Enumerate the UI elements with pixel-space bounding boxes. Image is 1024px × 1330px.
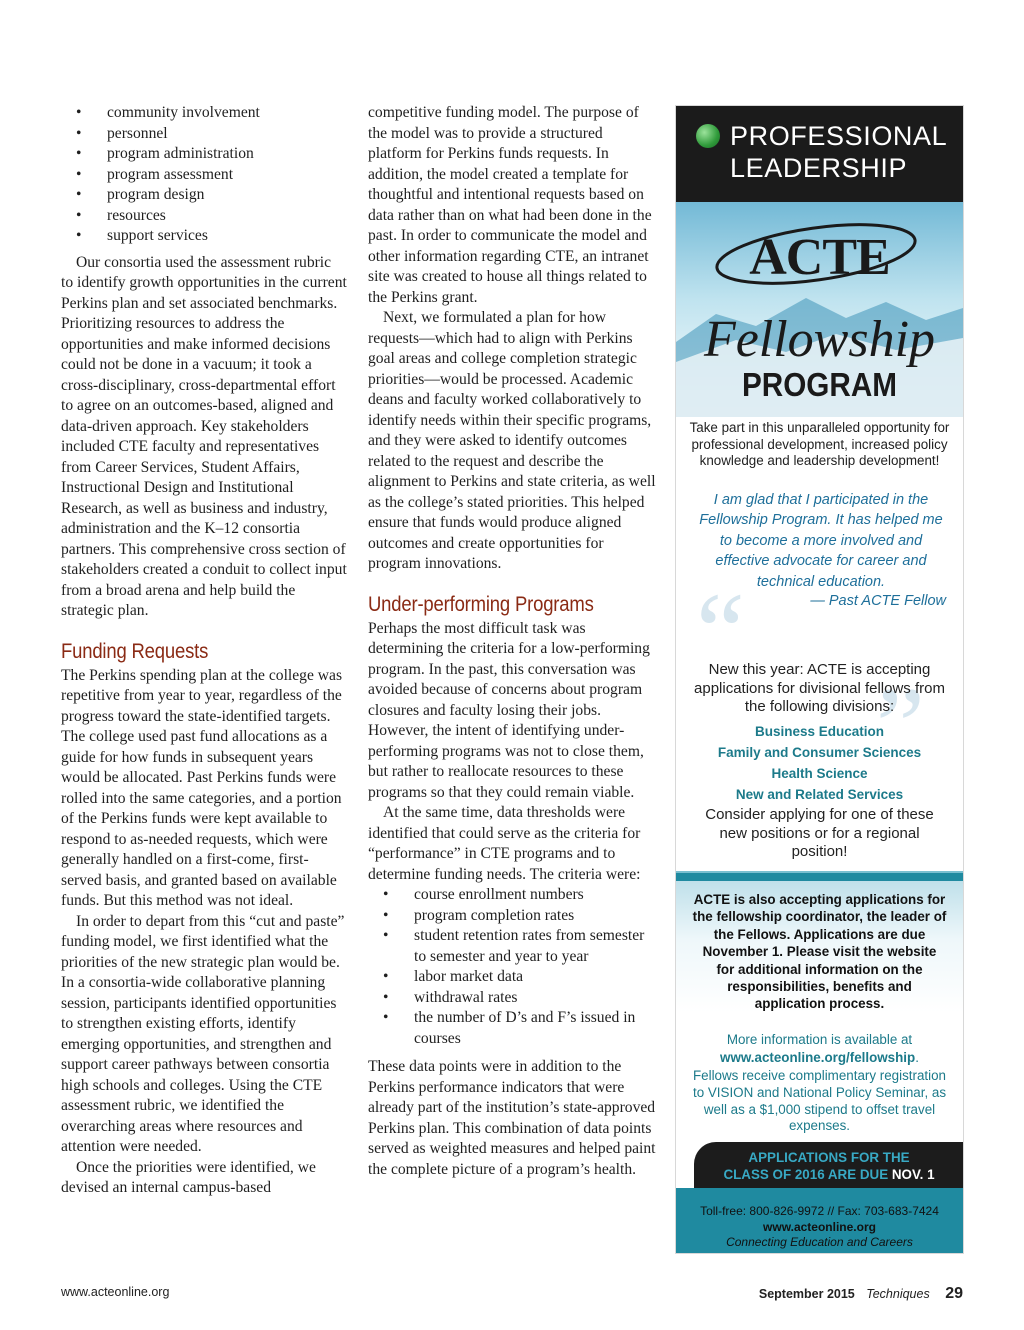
ad-title — [730, 120, 947, 184]
page-number: 29 — [945, 1285, 963, 1302]
tagline: Connecting Education and Careers — [726, 1235, 913, 1249]
list-item: • withdrawal rates — [368, 988, 658, 1009]
list-item: • the number of D’s and F’s issued in courses — [368, 1008, 658, 1049]
fellowship-link[interactable]: www.acteonline.org/fellowship — [720, 1049, 916, 1065]
green-orb-icon — [696, 124, 720, 148]
body-paragraph: Perhaps the most difficult task was determining the criteria for a low-performing program. In the past, this conversation was avoided because of concerns about program closures and faculty losing their jobs. However, the intent of identifying under-performing programs was not to close them, but rather to reallocate resources to these programs so that they could remain viable. — [368, 619, 650, 801]
program-title: PROGRAM — [741, 366, 898, 403]
list-item: • program administration — [61, 144, 347, 165]
list-item: • program completion rates — [368, 906, 658, 927]
division-item: New and Related Services — [735, 787, 904, 802]
issue-date: September 2015 — [758, 1287, 855, 1301]
article-column-1 — [61, 103, 347, 1199]
testimonial-quote: I am glad that I participated in the Fellowship Program. It has helped me to become a more involved and effective advocate for career and technical education. — [699, 492, 943, 590]
divider-band — [676, 871, 963, 881]
coordinator-text: ACTE is also accepting applications for the fellowship coordinator, the leader of the Fellows. Applications are due November 1. Please visit the website for additional information on the responsibilities, benefits and application process. — [692, 892, 947, 1012]
article-column-2 — [368, 103, 658, 1180]
divisional-fellows-text: New this year: ACTE is accepting applications for divisional fellows from the following divisions: — [694, 661, 945, 715]
body-paragraph: These data points were in addition to the Perkins performance indicators that were already part of the institution’s state-approved Perkins plan. This combination of data points served as weighted measures and helped paint the complete picture of a program’s health. — [368, 1058, 656, 1178]
footer-url: www.acteonline.org — [61, 1285, 170, 1299]
list-item: • student retention rates from semester to semester and year to year — [368, 926, 658, 967]
ad-contact-footer — [676, 1188, 963, 1253]
deadline-line: APPLICATIONS FOR THE — [748, 1150, 910, 1165]
body-paragraph: Once the priorities were identified, we devised an internal campus-based — [61, 1158, 316, 1196]
body-paragraph: At the same time, data thresholds were identified that could serve as the criteria for “performance” in CTE programs and to determine funding needs. The criteria were: — [368, 804, 641, 883]
acte-website-link[interactable]: www.acteonline.org — [763, 1219, 876, 1234]
body-paragraph: Next, we formulated a plan for how requests—which had to align with Perkins goal areas and college completion strategic priorities—would be processed. Academic deans and faculty worked collaboratively to identify needs within their specific programs, and they were asked to identify outcomes related to the request and describe the alignment to Perkins and state criteria, as well as the college’s stated priorities. This helped ensure that funds would produce aligned outcomes and create opportunities for program innovations. — [368, 309, 656, 572]
deadline-date: NOV. 1 — [891, 1167, 935, 1182]
ad-title-line: PROFESSIONAL — [730, 121, 948, 151]
testimonial — [696, 490, 946, 609]
phone-fax: Toll-free: 800-826-9972 // Fax: 703-683-7424 — [700, 1204, 939, 1218]
section-heading-funding-requests: Funding Requests — [61, 639, 209, 663]
ad-title-line: LEADERSHIP — [730, 153, 908, 183]
more-info-label: More information is available at — [726, 1032, 913, 1047]
deadline-banner — [694, 1142, 963, 1188]
assessment-areas-list — [61, 103, 347, 247]
list-item: • course enrollment numbers — [368, 885, 658, 906]
division-item: Family and Consumer Sciences — [717, 745, 922, 760]
list-item: • program assessment — [61, 165, 347, 186]
list-item: • community involvement — [61, 103, 347, 124]
body-paragraph: competitive funding model. The purpose of the model was to provide a structured platform for Perkins funds requests. In addition, the model created a template for thoughtful and intentional requests based on data rather than on what had been done in the past. In order to communicate the model and other information regarding CTE, an intranet site was created to house all things related to the Perkins grant. — [368, 104, 652, 306]
body-paragraph: In order to depart from this “cut and paste” funding model, we first identified what the priorities of the new strategic plan would be. In a consortia-wide collaborative planning session, participants identified opportunities to strengthen existing efforts, identify emerging opportunities, and strengthen and support career pathways between consortia high schools and colleges. Using the CTE assessment rubric, we identified the overarching areas where resources and attention were needed. — [61, 912, 345, 1155]
testimonial-attribution: — Past ACTE Fellow — [810, 593, 946, 610]
list-item: • personnel — [61, 124, 347, 145]
criteria-list — [368, 885, 658, 1049]
open-quote-icon: “ — [696, 570, 745, 692]
list-item: • labor market data — [368, 967, 658, 988]
consider-applying-text: Consider applying for one of these new positions or for a regional position! — [705, 806, 934, 860]
list-item: • program design — [61, 185, 347, 206]
body-paragraph: Our consortia used the assessment rubric to identify growth opportunities in the current Perkins plan and set associated benchmarks. Prioritizing resources to address the opportunities and make informed decisions could not be done in a vacuum; it took a cross-disciplinary, cross-departmental effort to agree on an outcomes-based, aligned and data-driven approach. Key stakeholders included CTE faculty and representatives from Career Services, Student Affairs, Instructional Design and Institutional Research, as well as business and industry, administration and the K–12 consortia partners. This comprehensive cross section of stakeholders created a conduit to collect input from a broad arena and help build the strategic plan. — [61, 253, 347, 619]
fellowship-advertisement — [676, 106, 963, 1253]
footer-issue — [759, 1285, 963, 1303]
division-item: Business Education — [754, 724, 885, 739]
deadline-line: CLASS OF 2016 ARE DUE — [723, 1167, 889, 1182]
stipend-text: Fellows receive complimentary registration to VISION and National Policy Seminar, as well as a $1,000 stipend to offset travel expenses. — [692, 1068, 947, 1134]
divisions-list — [676, 721, 963, 805]
close-quote-icon: ” — [876, 665, 925, 787]
list-item: • support services — [61, 226, 347, 247]
fellowship-script-title: Fellowship — [703, 311, 936, 368]
magazine-name: Techniques — [866, 1287, 930, 1301]
more-info: More information is available at www.acteonline.org/fellowship. — [686, 1031, 953, 1066]
division-item: Health Science — [771, 766, 868, 781]
list-item: • resources — [61, 206, 347, 227]
section-heading-under-performing-programs: Under-performing Programs — [368, 592, 594, 616]
ad-intro-text: Take part in this unparalleled opportunity for professional development, increased policy knowledge and leadership development! — [689, 420, 950, 468]
body-paragraph: The Perkins spending plan at the college was repetitive from year to year, regardless of the progress toward the state-identified targets. The college used past fund allocations as a guide for how funds in subsequent years would be allocated. Past Perkins funds were rolled into the same categories, and a portion of the Perkins funds were kept available to respond to as-needed requests, which were generally handled on a first-come, first-served basis, and granted based on available funds. But this method was not ideal. — [61, 666, 343, 909]
acte-logo: ACTE — [749, 229, 890, 286]
